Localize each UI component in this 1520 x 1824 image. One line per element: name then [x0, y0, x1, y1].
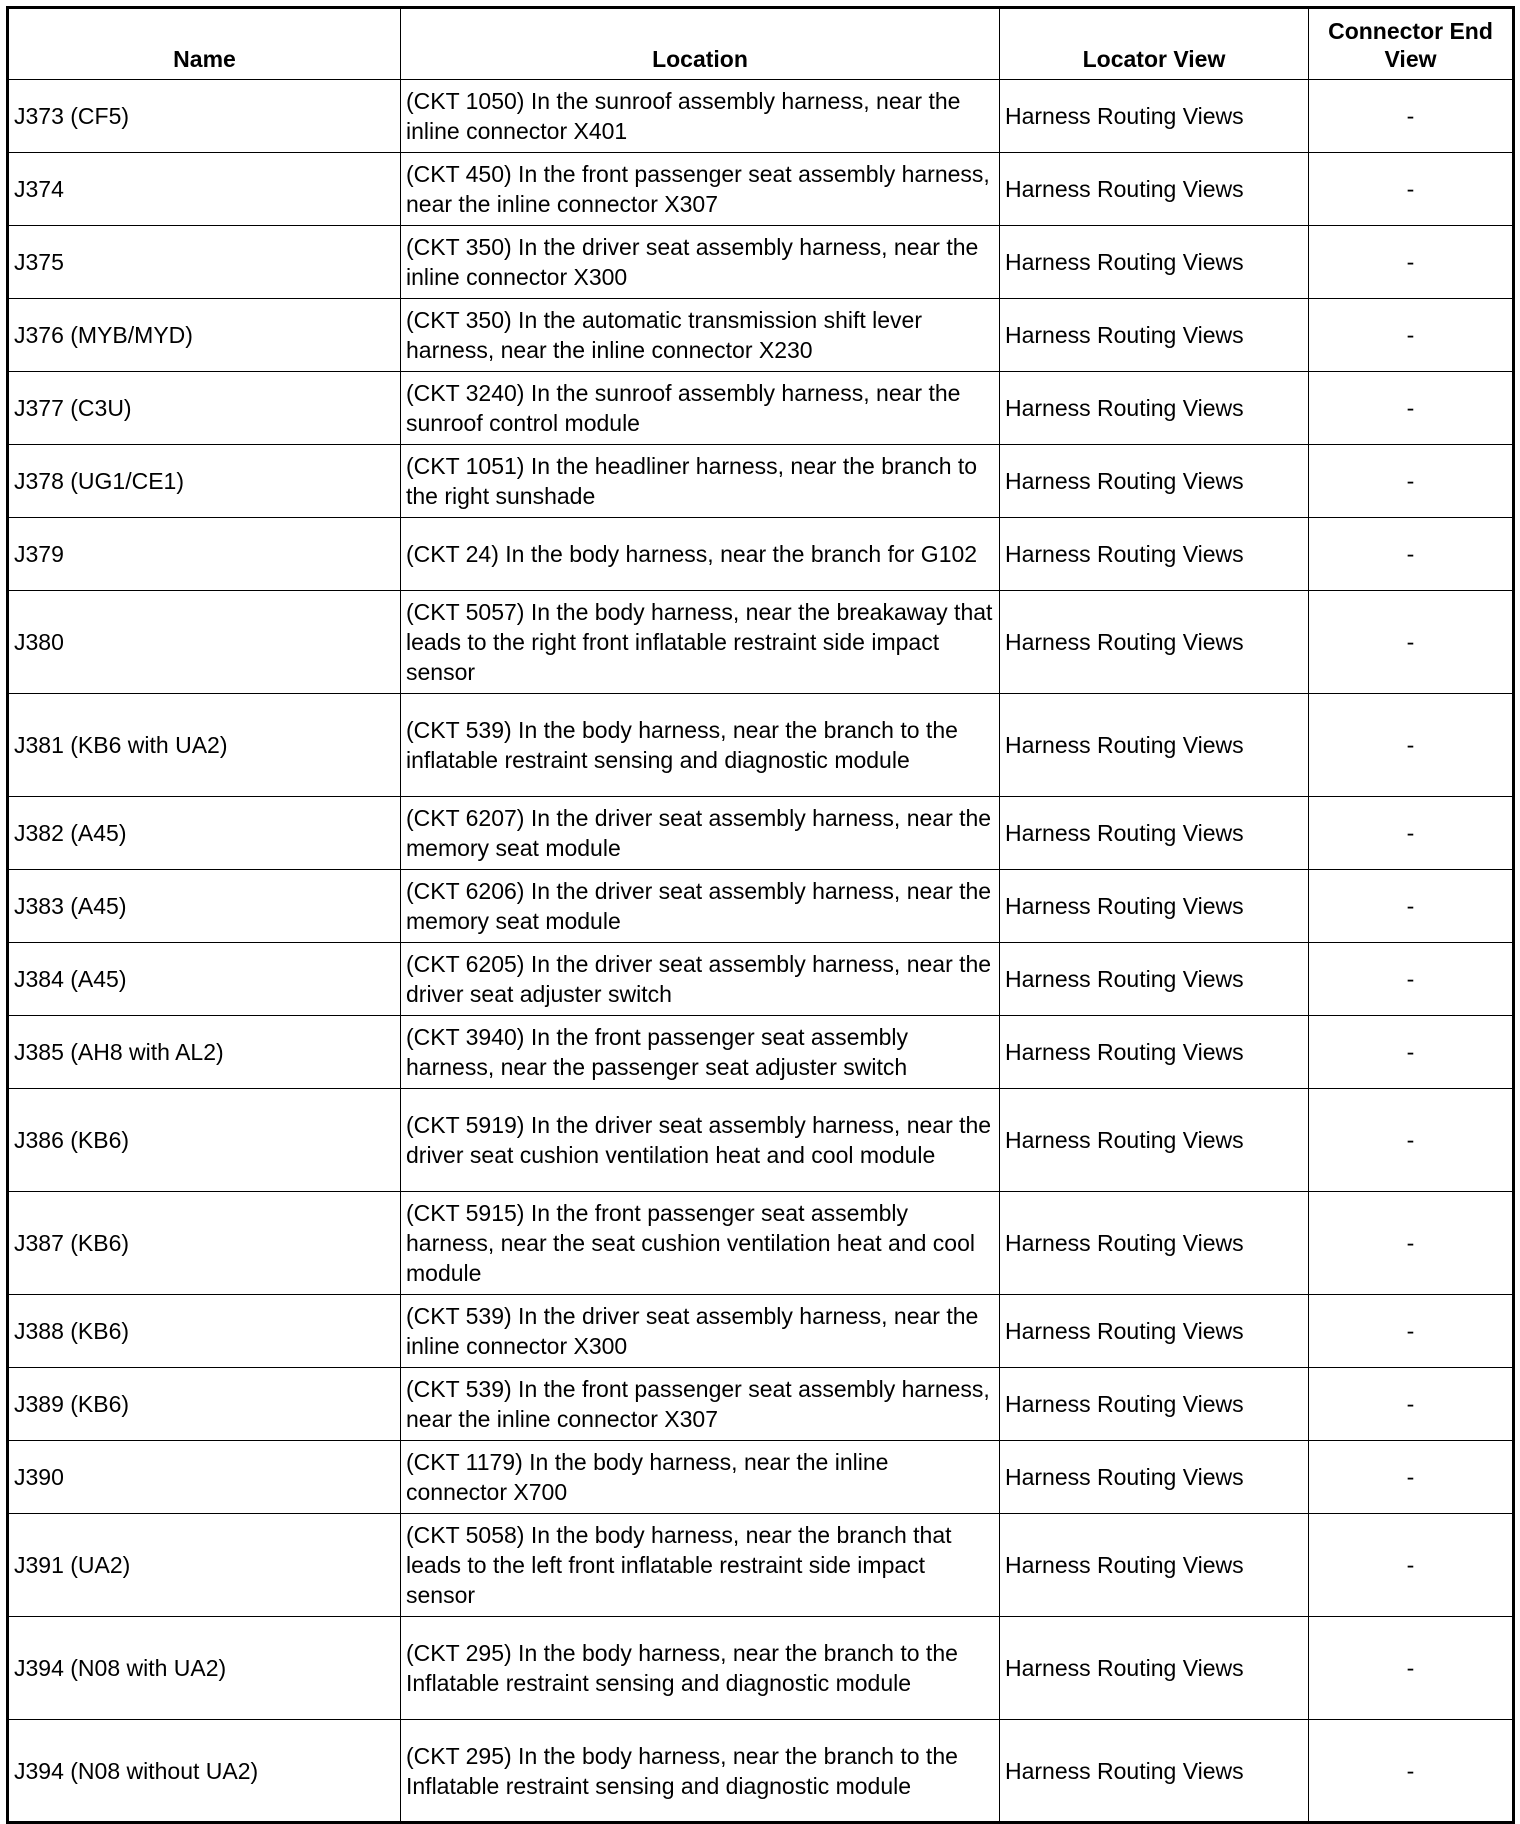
cell-name: J390: [8, 1441, 401, 1514]
cell-locator-view: Harness Routing Views: [1000, 1089, 1309, 1192]
cell-locator-view: Harness Routing Views: [1000, 943, 1309, 1016]
cell-locator-view: Harness Routing Views: [1000, 694, 1309, 797]
table-row: [8, 1617, 1514, 1720]
cell-name: J375: [8, 226, 401, 299]
table-row: [8, 1295, 1514, 1368]
cell-location: (CKT 6206) In the driver seat assembly harness, near the memory seat module: [401, 870, 1000, 943]
cell-name: J378 (UG1/CE1): [8, 445, 401, 518]
cell-name: J388 (KB6): [8, 1295, 401, 1368]
cell-connector-end-view: -: [1309, 1295, 1514, 1368]
cell-location: (CKT 1051) In the headliner harness, near the branch to the right sunshade: [401, 445, 1000, 518]
cell-locator-view: Harness Routing Views: [1000, 797, 1309, 870]
cell-location: (CKT 295) In the body harness, near the branch to the Inflatable restraint sensing and diagnostic module: [401, 1617, 1000, 1720]
cell-location: (CKT 3940) In the front passenger seat assembly harness, near the passenger seat adjuster switch: [401, 1016, 1000, 1089]
cell-name: J387 (KB6): [8, 1192, 401, 1295]
cell-connector-end-view: -: [1309, 591, 1514, 694]
cell-name: J379: [8, 518, 401, 591]
cell-connector-end-view: -: [1309, 1016, 1514, 1089]
cell-location: (CKT 295) In the body harness, near the branch to the Inflatable restraint sensing and diagnostic module: [401, 1720, 1000, 1823]
cell-location: (CKT 539) In the front passenger seat assembly harness, near the inline connector X307: [401, 1368, 1000, 1441]
cell-locator-view: Harness Routing Views: [1000, 299, 1309, 372]
table-row: [8, 445, 1514, 518]
table-row: [8, 372, 1514, 445]
cell-connector-end-view: -: [1309, 1720, 1514, 1823]
cell-name: J389 (KB6): [8, 1368, 401, 1441]
cell-name: J394 (N08 without UA2): [8, 1720, 401, 1823]
cell-connector-end-view: -: [1309, 299, 1514, 372]
cell-locator-view: Harness Routing Views: [1000, 445, 1309, 518]
cell-connector-end-view: -: [1309, 1617, 1514, 1720]
cell-name: J373 (CF5): [8, 80, 401, 153]
header-connector-end-view: Connector End View: [1309, 8, 1514, 80]
cell-connector-end-view: -: [1309, 153, 1514, 226]
cell-locator-view: Harness Routing Views: [1000, 153, 1309, 226]
cell-name: J394 (N08 with UA2): [8, 1617, 401, 1720]
table-row: [8, 1192, 1514, 1295]
cell-location: (CKT 5058) In the body harness, near the branch that leads to the left front inflatable restraint side impact sensor: [401, 1514, 1000, 1617]
table-row: [8, 1016, 1514, 1089]
cell-locator-view: Harness Routing Views: [1000, 1295, 1309, 1368]
cell-connector-end-view: -: [1309, 372, 1514, 445]
table-row: [8, 299, 1514, 372]
cell-location: (CKT 6207) In the driver seat assembly harness, near the memory seat module: [401, 797, 1000, 870]
cell-connector-end-view: -: [1309, 1089, 1514, 1192]
splice-location-table: [6, 6, 1515, 1824]
cell-connector-end-view: -: [1309, 694, 1514, 797]
cell-locator-view: Harness Routing Views: [1000, 1016, 1309, 1089]
table-row: [8, 80, 1514, 153]
cell-locator-view: Harness Routing Views: [1000, 1617, 1309, 1720]
cell-connector-end-view: -: [1309, 518, 1514, 591]
cell-location: (CKT 24) In the body harness, near the branch for G102: [401, 518, 1000, 591]
cell-locator-view: Harness Routing Views: [1000, 226, 1309, 299]
cell-connector-end-view: -: [1309, 870, 1514, 943]
cell-location: (CKT 350) In the automatic transmission shift lever harness, near the inline connector X230: [401, 299, 1000, 372]
cell-location: (CKT 5057) In the body harness, near the breakaway that leads to the right front inflatable restraint side impact sensor: [401, 591, 1000, 694]
cell-locator-view: Harness Routing Views: [1000, 1192, 1309, 1295]
cell-location: (CKT 1050) In the sunroof assembly harness, near the inline connector X401: [401, 80, 1000, 153]
cell-name: J384 (A45): [8, 943, 401, 1016]
table-row: [8, 1368, 1514, 1441]
cell-location: (CKT 539) In the body harness, near the branch to the inflatable restraint sensing and diagnostic module: [401, 694, 1000, 797]
header-row: [8, 8, 1514, 80]
cell-location: (CKT 3240) In the sunroof assembly harness, near the sunroof control module: [401, 372, 1000, 445]
table-row: [8, 1514, 1514, 1617]
header-name: Name: [8, 8, 401, 80]
cell-locator-view: Harness Routing Views: [1000, 591, 1309, 694]
cell-location: (CKT 1179) In the body harness, near the inline connector X700: [401, 1441, 1000, 1514]
table-row: [8, 591, 1514, 694]
cell-name: J374: [8, 153, 401, 226]
cell-location: (CKT 350) In the driver seat assembly harness, near the inline connector X300: [401, 226, 1000, 299]
cell-locator-view: Harness Routing Views: [1000, 80, 1309, 153]
cell-location: (CKT 5915) In the front passenger seat assembly harness, near the seat cushion ventilation heat and cool module: [401, 1192, 1000, 1295]
table-row: [8, 153, 1514, 226]
cell-name: J391 (UA2): [8, 1514, 401, 1617]
header-locator-view: Locator View: [1000, 8, 1309, 80]
cell-name: J385 (AH8 with AL2): [8, 1016, 401, 1089]
cell-locator-view: Harness Routing Views: [1000, 518, 1309, 591]
table-row: [8, 1720, 1514, 1823]
table-row: [8, 943, 1514, 1016]
cell-name: J380: [8, 591, 401, 694]
table-row: [8, 1089, 1514, 1192]
table-row: [8, 518, 1514, 591]
cell-locator-view: Harness Routing Views: [1000, 372, 1309, 445]
cell-locator-view: Harness Routing Views: [1000, 1720, 1309, 1823]
cell-name: J377 (C3U): [8, 372, 401, 445]
cell-connector-end-view: -: [1309, 226, 1514, 299]
cell-location: (CKT 539) In the driver seat assembly harness, near the inline connector X300: [401, 1295, 1000, 1368]
cell-connector-end-view: -: [1309, 943, 1514, 1016]
table-row: [8, 1441, 1514, 1514]
cell-connector-end-view: -: [1309, 797, 1514, 870]
table-row: [8, 797, 1514, 870]
cell-locator-view: Harness Routing Views: [1000, 1514, 1309, 1617]
table-row: [8, 694, 1514, 797]
cell-location: (CKT 6205) In the driver seat assembly harness, near the driver seat adjuster switch: [401, 943, 1000, 1016]
cell-connector-end-view: -: [1309, 1368, 1514, 1441]
header-location: Location: [401, 8, 1000, 80]
cell-connector-end-view: -: [1309, 1441, 1514, 1514]
cell-name: J386 (KB6): [8, 1089, 401, 1192]
cell-name: J376 (MYB/MYD): [8, 299, 401, 372]
table-row: [8, 226, 1514, 299]
table-row: [8, 870, 1514, 943]
cell-location: (CKT 5919) In the driver seat assembly harness, near the driver seat cushion ventilation heat and cool module: [401, 1089, 1000, 1192]
cell-location: (CKT 450) In the front passenger seat assembly harness, near the inline connector X307: [401, 153, 1000, 226]
cell-name: J382 (A45): [8, 797, 401, 870]
cell-connector-end-view: -: [1309, 445, 1514, 518]
cell-connector-end-view: -: [1309, 1192, 1514, 1295]
cell-name: J383 (A45): [8, 870, 401, 943]
cell-connector-end-view: -: [1309, 80, 1514, 153]
cell-locator-view: Harness Routing Views: [1000, 1368, 1309, 1441]
cell-locator-view: Harness Routing Views: [1000, 870, 1309, 943]
cell-name: J381 (KB6 with UA2): [8, 694, 401, 797]
cell-connector-end-view: -: [1309, 1514, 1514, 1617]
cell-locator-view: Harness Routing Views: [1000, 1441, 1309, 1514]
